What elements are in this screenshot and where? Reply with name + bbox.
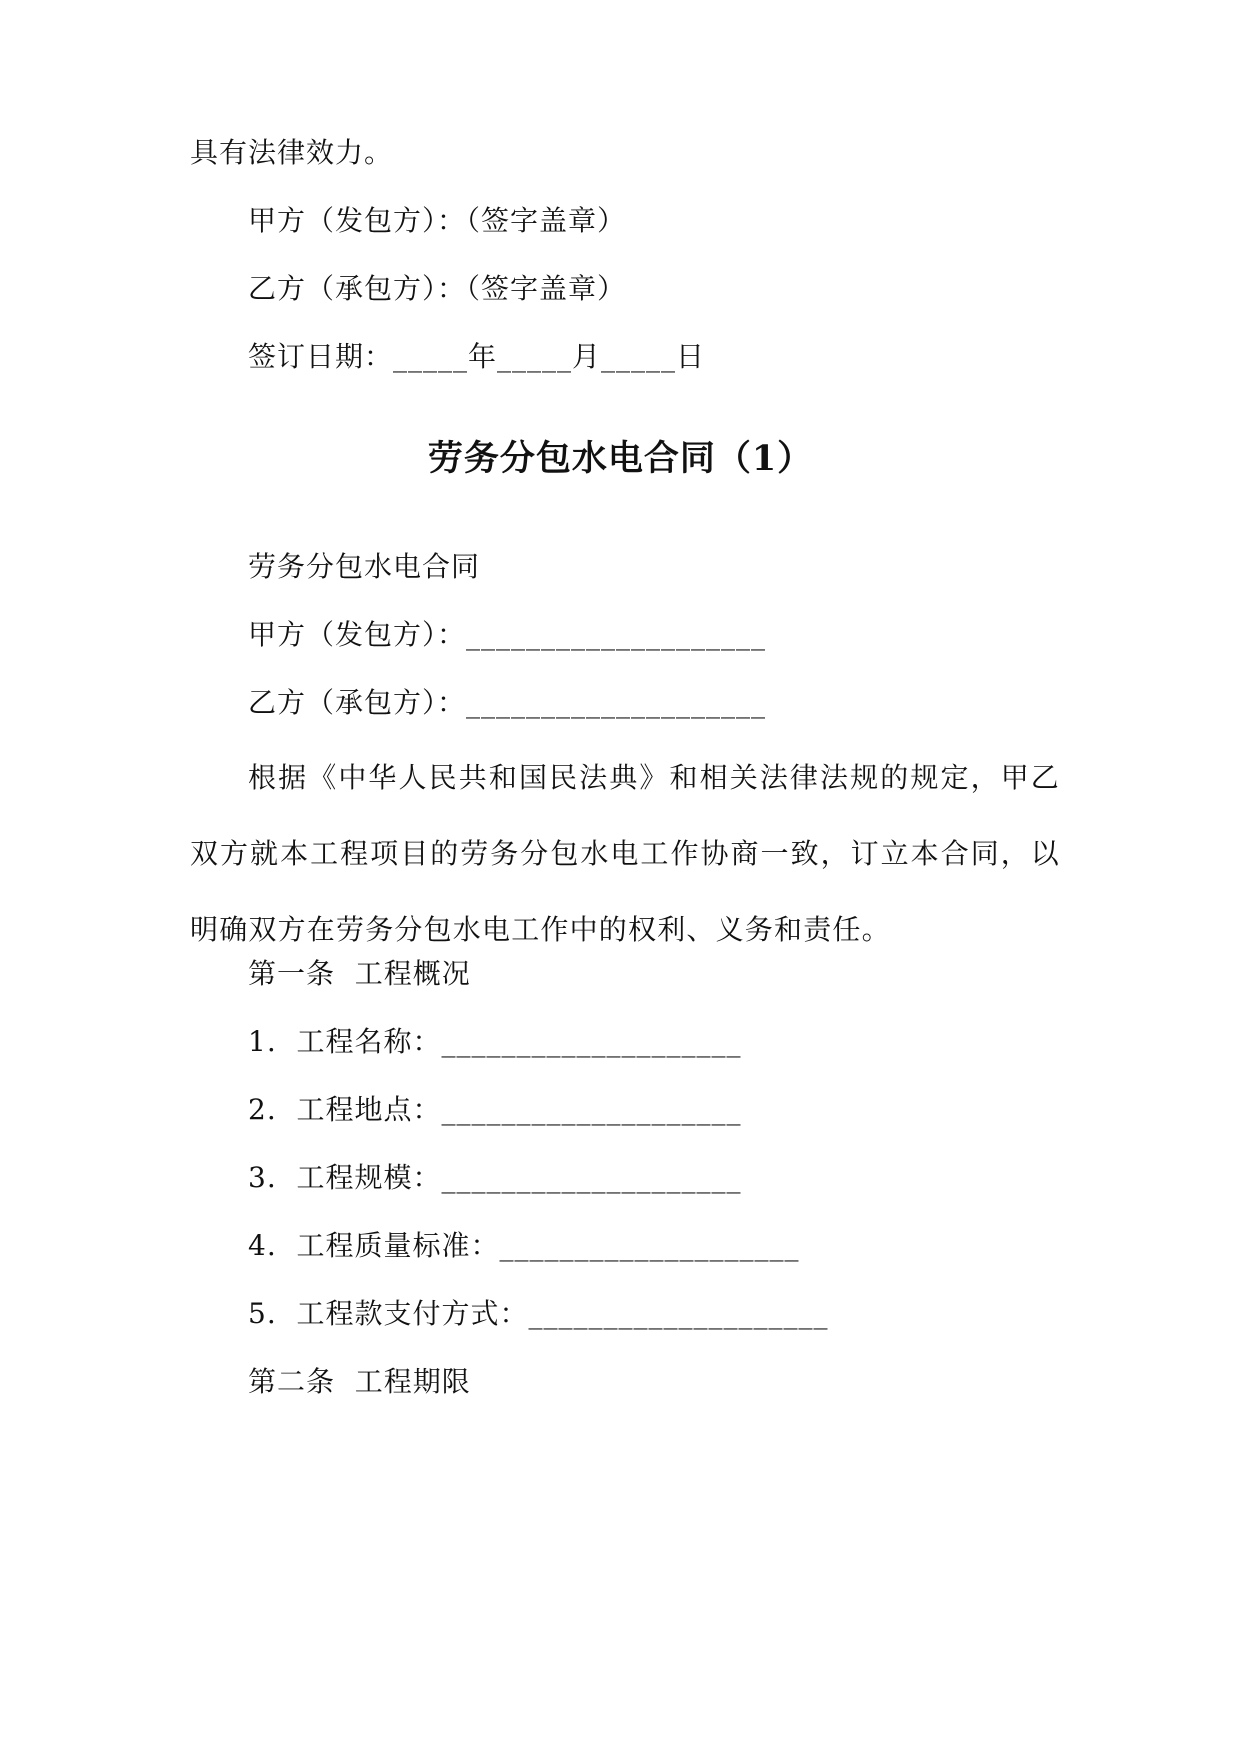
article-2-heading: 第二条 工程期限 (248, 1365, 471, 1398)
article-1-item: 4. 工程质量标准：____________________ (248, 1229, 800, 1262)
contract-party-a: 甲方（发包方）：____________________ (248, 618, 767, 651)
article-1-item: 5. 工程款支付方式：____________________ (248, 1297, 829, 1330)
article-1-item: 2. 工程地点：____________________ (248, 1093, 742, 1126)
article-1-item: 3. 工程规模：____________________ (248, 1161, 742, 1194)
continuation-text: 具有法律效力。 (190, 136, 394, 169)
signature-party-a: 甲方（发包方）：（签字盖章） (248, 204, 627, 237)
contract-preamble: 根据《中华人民共和国民法典》和相关法律法规的规定，甲乙双方就本工程项目的劳务分包水电工作协商一致，订立本合同，以明确双方在劳务分包水电工作中的权利、义务和责任。 (190, 761, 1060, 946)
article-1-item: 1. 工程名称：____________________ (248, 1025, 742, 1058)
signature-date: 签订日期：_____年_____月_____日 (248, 340, 706, 373)
signature-party-b: 乙方（承包方）：（签字盖章） (248, 272, 627, 305)
contract-heading: 劳务分包水电合同 (248, 550, 481, 583)
document-title: 劳务分包水电合同（1） (427, 438, 814, 479)
article-1-heading: 第一条 工程概况 (248, 957, 471, 990)
contract-party-b: 乙方（承包方）：____________________ (248, 686, 767, 719)
